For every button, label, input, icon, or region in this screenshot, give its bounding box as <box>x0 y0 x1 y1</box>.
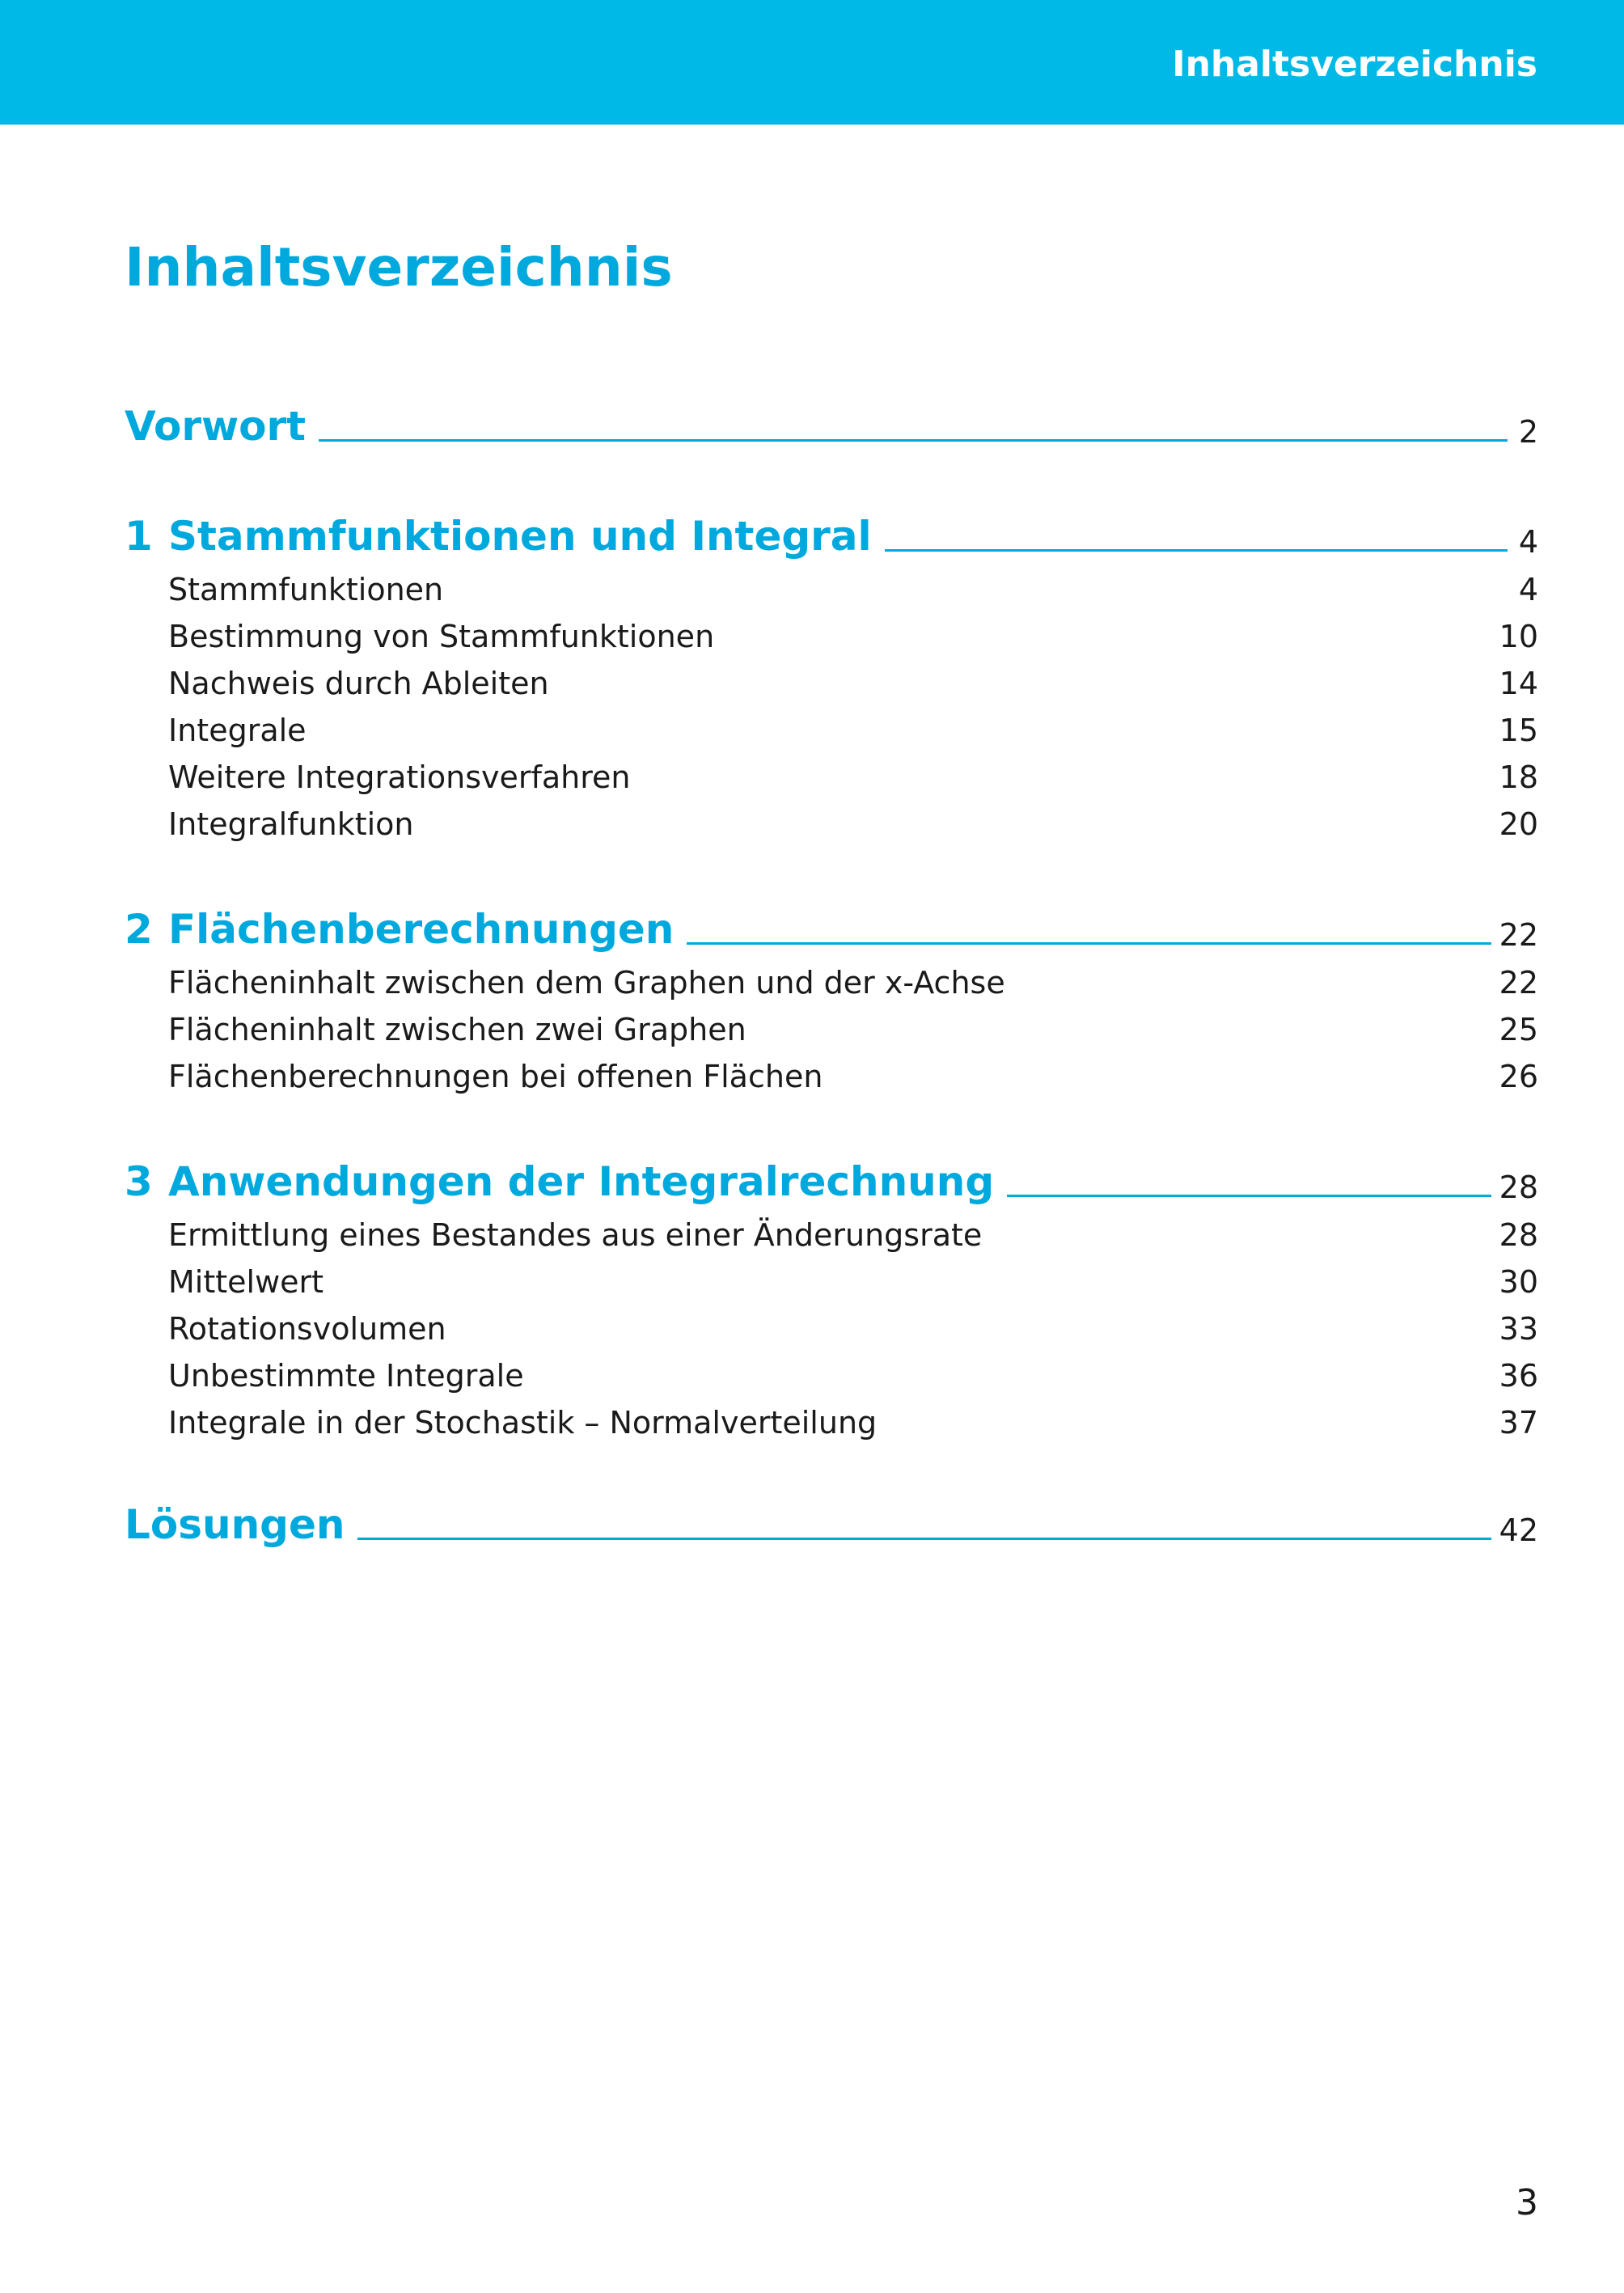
chapter-number: 3 <box>125 1158 153 1205</box>
toc-section-page: 33 <box>1499 1311 1538 1347</box>
toc-section[interactable] <box>168 959 1538 1006</box>
toc-section[interactable] <box>168 1259 1538 1305</box>
toc-section[interactable] <box>168 613 1538 660</box>
toc-section-page: 36 <box>1499 1358 1538 1394</box>
toc-entry-title: Lösungen <box>125 1501 345 1548</box>
toc-entry-vorwort[interactable] <box>125 396 1538 461</box>
toc-section-page: 30 <box>1499 1264 1538 1300</box>
page-title: Inhaltsverzeichnis <box>125 236 673 298</box>
toc-section-page: 14 <box>1499 666 1538 701</box>
toc-section-page: 20 <box>1499 806 1538 842</box>
toc-section[interactable] <box>168 1305 1538 1352</box>
toc-section-label: Unbestimmte Integrale <box>168 1358 524 1394</box>
toc-section-label: Weitere Integrationsverfahren <box>168 759 631 795</box>
toc-entry-label <box>125 1498 357 1551</box>
toc-chapter-page: 4 <box>1511 521 1538 563</box>
toc-entry-loesungen[interactable] <box>125 1495 1538 1559</box>
toc-leader-line <box>125 439 1508 442</box>
header-title: Inhaltsverzeichnis <box>1172 44 1537 85</box>
toc-section-page: 22 <box>1499 965 1538 1001</box>
page-number: 3 <box>1516 2182 1538 2223</box>
toc-section-page: 18 <box>1499 759 1538 795</box>
toc-section-label: Mittelwert <box>168 1264 324 1300</box>
toc-section[interactable] <box>168 801 1538 848</box>
toc-section-page: 26 <box>1499 1059 1538 1094</box>
toc-section-page: 15 <box>1499 713 1538 748</box>
toc-chapter-1[interactable] <box>125 506 1538 571</box>
toc-section[interactable] <box>168 660 1538 707</box>
toc-chapter-3[interactable] <box>125 1152 1538 1216</box>
toc-section-label: Integrale in der Stochastik – Normalverteilung <box>168 1405 878 1441</box>
chapter-number: 1 <box>125 513 153 560</box>
toc-section-label: Nachweis durch Ableiten <box>168 666 549 701</box>
toc-chapter-label <box>125 1155 1007 1208</box>
toc-section-page: 10 <box>1499 619 1538 654</box>
toc-entry-page: 42 <box>1491 1509 1538 1551</box>
toc-section[interactable] <box>168 1399 1538 1446</box>
toc-section-label: Bestimmung von Stammfunktionen <box>168 619 715 654</box>
chapter-title: Anwendungen der Integralrechnung <box>168 1158 995 1205</box>
toc-chapter-page: 22 <box>1491 914 1538 956</box>
toc-section[interactable] <box>168 707 1538 754</box>
toc-section-label: Integralfunktion <box>168 806 414 842</box>
toc-section-label: Flächeninhalt zwischen zwei Graphen <box>168 1012 746 1047</box>
toc-section[interactable] <box>168 1006 1538 1053</box>
toc-section-label: Rotationsvolumen <box>168 1311 446 1347</box>
toc-section[interactable] <box>168 1352 1538 1399</box>
chapter-title: Flächenberechnungen <box>168 906 675 953</box>
toc-section-page: 4 <box>1518 572 1538 607</box>
toc-section-label: Flächeninhalt zwischen dem Graphen und der x-Achse <box>168 965 1005 1001</box>
toc-entry-label <box>125 400 319 453</box>
toc-chapter-label <box>125 510 885 563</box>
toc-section-label: Integrale <box>168 713 307 748</box>
toc-chapter-2[interactable] <box>125 899 1538 964</box>
toc-section-label: Stammfunktionen <box>168 572 444 607</box>
toc-section-page: 28 <box>1499 1217 1538 1253</box>
toc-section[interactable] <box>168 1053 1538 1100</box>
chapter-title: Stammfunktionen und Integral <box>168 513 872 560</box>
toc-section-label: Flächenberechnungen bei offenen Flächen <box>168 1059 823 1094</box>
toc-chapter-page: 28 <box>1491 1166 1538 1208</box>
toc-section[interactable] <box>168 754 1538 801</box>
toc-section-page: 37 <box>1499 1405 1538 1441</box>
chapter-number: 2 <box>125 906 153 953</box>
header-bar <box>0 0 1624 125</box>
toc-section-label: Ermittlung eines Bestandes aus einer Änderungsrate <box>168 1217 983 1253</box>
toc-section[interactable] <box>168 566 1538 613</box>
toc-entry-title: Vorwort <box>125 403 307 450</box>
toc-section[interactable] <box>168 1212 1538 1259</box>
toc-entry-page: 2 <box>1511 411 1538 453</box>
toc-section-page: 25 <box>1499 1012 1538 1047</box>
toc-chapter-label <box>125 903 687 956</box>
